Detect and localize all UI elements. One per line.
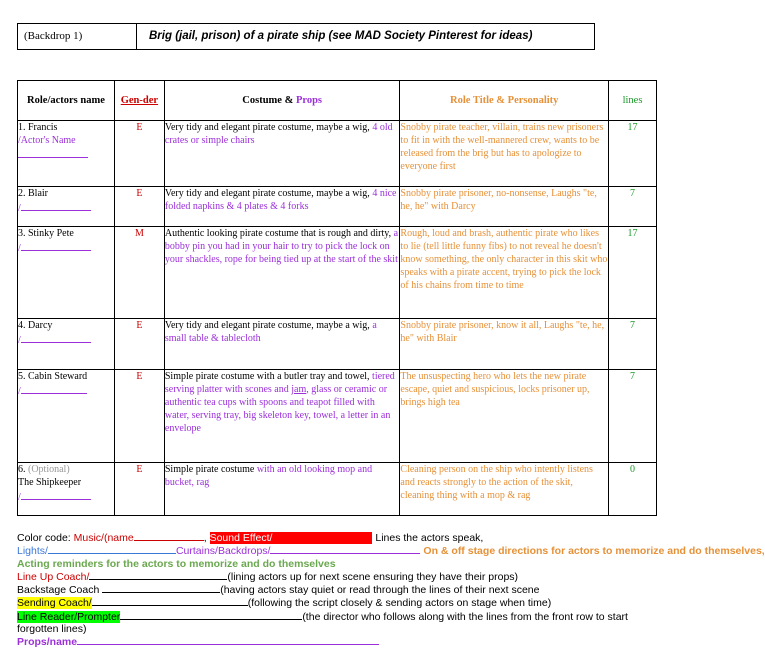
legend-line-5: Backstage Coach (having actors stay quiet or read through the lines of their next scene bbox=[17, 584, 540, 597]
legend-line-4: Line Up Coach/ (lining actors up for next scene ensuring they have their props) bbox=[17, 570, 519, 583]
legend-music: Music/(name bbox=[73, 532, 134, 544]
personality-cell: Cleaning person on the ship who intently listens and reacts strongly to the action of the skit, cleaning thing with a mop & rag bbox=[400, 463, 609, 516]
personality-cell: Snobby pirate prisoner, no-nonsense, Laughs "te, he, he" with Darcy bbox=[400, 187, 609, 227]
legend-backstage-coach: Backstage Coach bbox=[17, 584, 103, 597]
legend-lights: Lights/ bbox=[17, 545, 48, 558]
legend-line-3 bbox=[17, 558, 647, 570]
actor-name-blank[interactable] bbox=[21, 383, 87, 394]
actor-name-blank[interactable] bbox=[21, 240, 91, 251]
legend-stage-directions: On & off stage directions for actors to memorize and do themselves, bbox=[420, 545, 765, 558]
scene-header bbox=[17, 23, 595, 50]
gender-cell: E bbox=[114, 463, 164, 516]
table-row bbox=[18, 319, 657, 370]
costume-cell: Authentic looking pirate costume that is rough and dirty, a bobby pin you had in your hair to try to pick the lock on your shackles, rope for being tied up at the start of the skit bbox=[164, 227, 400, 319]
legend-props: Props/name bbox=[17, 636, 78, 649]
costume-cell: Simple pirate costume with an old looking mop and bucket, rag bbox=[164, 463, 400, 516]
legend-line-7: Line Reader/Prompter (the director who follows along with the lines from the front row to start forgotten lines) bbox=[17, 610, 628, 636]
actor-name-blank[interactable] bbox=[21, 489, 91, 500]
header-costume: Costume & Props bbox=[164, 81, 400, 121]
lines-cell: 7 bbox=[609, 370, 657, 463]
legend-sending-coach: Sending Coach/ bbox=[17, 597, 92, 610]
gender-cell: E bbox=[114, 121, 164, 187]
header-title: Role Title & Personality bbox=[400, 81, 609, 121]
gender-cell: E bbox=[114, 370, 164, 463]
lines-cell: 7 bbox=[609, 319, 657, 370]
table-row bbox=[18, 463, 657, 516]
lines-cell: 0 bbox=[609, 463, 657, 516]
gender-cell: M bbox=[114, 227, 164, 319]
gender-cell: E bbox=[114, 319, 164, 370]
role-cell: 5. Cabin Steward / bbox=[18, 370, 115, 463]
role-cell: 6. (Optional) The Shipkeeper / bbox=[18, 463, 115, 516]
color-code-legend bbox=[17, 531, 765, 649]
role-cell: 3. Stinky Pete / bbox=[18, 227, 115, 319]
legend-line-6: Sending Coach/ (following the script closely & sending actors on stage when time) bbox=[17, 597, 552, 610]
actor-name-blank[interactable] bbox=[21, 332, 91, 343]
personality-cell: The unsuspecting hero who lets the new pirate escape, quiet and suspicious, locks prisoner up, brings high tea bbox=[400, 370, 609, 463]
legend-line-2 bbox=[17, 544, 765, 558]
lines-cell: 17 bbox=[609, 227, 657, 319]
legend-lineup-coach: Line Up Coach/ bbox=[17, 570, 90, 583]
costume-cell: Very tidy and elegant pirate costume, maybe a wig, a small table & tablecloth bbox=[164, 319, 400, 370]
costume-cell: Very tidy and elegant pirate costume, maybe a wig, 4 nice folded napkins & 4 plates & 4 forks bbox=[164, 187, 400, 227]
backdrop-label: (Backdrop 1) bbox=[18, 24, 137, 49]
header-gender: Gen-der bbox=[114, 81, 164, 121]
table-header-row bbox=[18, 81, 657, 121]
cast-table bbox=[17, 80, 657, 516]
costume-cell: Simple pirate costume with a butler tray and towel, tiered serving platter with scones and jam, glass or ceramic or authentic tea cups with spoons and teapot filled with water, serving tray, big skeleton key, towel, a letter in an envelope bbox=[164, 370, 400, 463]
role-cell: 4. Darcy / bbox=[18, 319, 115, 370]
personality-cell: Snobby pirate teacher, villain, trains new prisoners to fit in with the well-mannered crew, wants to be released from the brig but has to apologize to everyone first bbox=[400, 121, 609, 187]
personality-cell: Rough, loud and brash, authentic pirate who likes to lie (tell little funny fibs) to not reveal he doesn't know something, the only character in this skit who speaks with a pirate accent, trying to pick the lock of his chains from time to time bbox=[400, 227, 609, 319]
legend-sound-effect: Sound Effect/ bbox=[210, 532, 373, 544]
header-role: Role/actors name bbox=[18, 81, 115, 121]
header-lines: lines bbox=[609, 81, 657, 121]
actor-name-blank[interactable] bbox=[18, 147, 88, 158]
legend-line-8 bbox=[17, 635, 647, 648]
role-cell: 1. Francis /Actor's Name bbox=[18, 121, 115, 187]
legend-curtains: Curtains/Backdrops/ bbox=[175, 545, 271, 558]
personality-cell: Snobby pirate prisoner, know it all, Laughs "te, he, he" with Blair bbox=[400, 319, 609, 370]
table-row bbox=[18, 187, 657, 227]
actor-name-blank[interactable] bbox=[21, 200, 91, 211]
legend-line-1: Color code: Music/(name , Sound Effect/ Lines the actors speak, bbox=[17, 532, 484, 544]
table-row bbox=[18, 121, 657, 187]
role-cell: 2. Blair / bbox=[18, 187, 115, 227]
gender-cell: E bbox=[114, 187, 164, 227]
legend-line-reader: Line Reader/Prompter bbox=[17, 610, 121, 623]
scene-title: Brig (jail, prison) of a pirate ship (see MAD Society Pinterest for ideas) bbox=[149, 30, 533, 42]
table-row bbox=[18, 370, 657, 463]
lines-cell: 7 bbox=[609, 187, 657, 227]
lines-cell: 17 bbox=[609, 121, 657, 187]
table-row bbox=[18, 227, 657, 319]
legend-acting: Acting reminders for the actors to memorize and do themselves bbox=[17, 557, 336, 570]
costume-cell: Very tidy and elegant pirate costume, maybe a wig, 4 old crates or simple chairs bbox=[164, 121, 400, 187]
